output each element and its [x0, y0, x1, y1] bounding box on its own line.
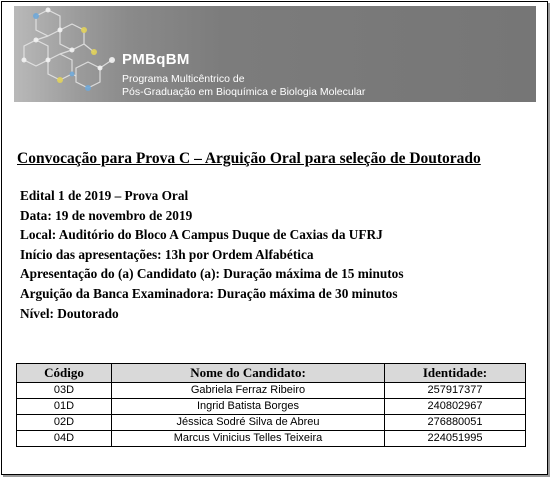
cell-name: Marcus Vinicius Telles Teixeira	[112, 431, 385, 447]
cell-name: Jéssica Sodré Silva de Abreu	[112, 415, 385, 431]
info-presentation-duration: Apresentação do (a) Candidato (a): Duração máxima de 15 minutos	[20, 266, 404, 282]
cell-name: Ingrid Batista Borges	[112, 399, 385, 415]
program-name-line-1: Programa Multicêntrico de	[122, 73, 245, 85]
info-level: Nível: Doutorado	[20, 305, 119, 321]
table-row	[17, 415, 526, 431]
cell-identity: 240802967	[385, 399, 526, 415]
cell-code: 04D	[17, 431, 112, 447]
cell-code: 02D	[17, 415, 112, 431]
cell-identity: 224051995	[385, 431, 526, 447]
header-code: Código	[17, 364, 112, 383]
table-row	[17, 399, 526, 415]
info-date: Data: 19 de novembro de 2019	[20, 207, 193, 223]
info-start-time: Início das apresentações: 13h por Ordem Alfabética	[20, 246, 314, 262]
program-banner	[14, 6, 536, 102]
exam-info	[20, 186, 404, 323]
info-examination-duration: Arguição da Banca Examinadora: Duração máxima de 30 minutos	[20, 285, 398, 301]
document-title: Convocação para Prova C – Arguição Oral para seleção de Doutorado	[17, 150, 481, 167]
molecule-graphic	[14, 6, 124, 102]
cell-identity: 276880051	[385, 415, 526, 431]
header-candidate-name: Nome do Candidato:	[112, 364, 385, 383]
table-row	[17, 383, 526, 399]
cell-name: Gabriela Ferraz Ribeiro	[112, 383, 385, 399]
table-header-row	[17, 364, 526, 383]
program-name-line-2: Pós-Graduação em Bioquímica e Biologia Molecular	[122, 86, 366, 98]
program-acronym: PMBqBM	[122, 51, 190, 68]
cell-code: 03D	[17, 383, 112, 399]
info-edital: Edital 1 de 2019 – Prova Oral	[20, 188, 189, 203]
table-row	[17, 431, 526, 447]
info-location: Local: Auditório do Bloco A Campus Duque de Caxias da UFRJ	[20, 227, 383, 243]
cell-identity: 257917377	[385, 383, 526, 399]
header-identity: Identidade:	[385, 364, 526, 383]
cell-code: 01D	[17, 399, 112, 415]
candidates-table	[16, 363, 526, 447]
